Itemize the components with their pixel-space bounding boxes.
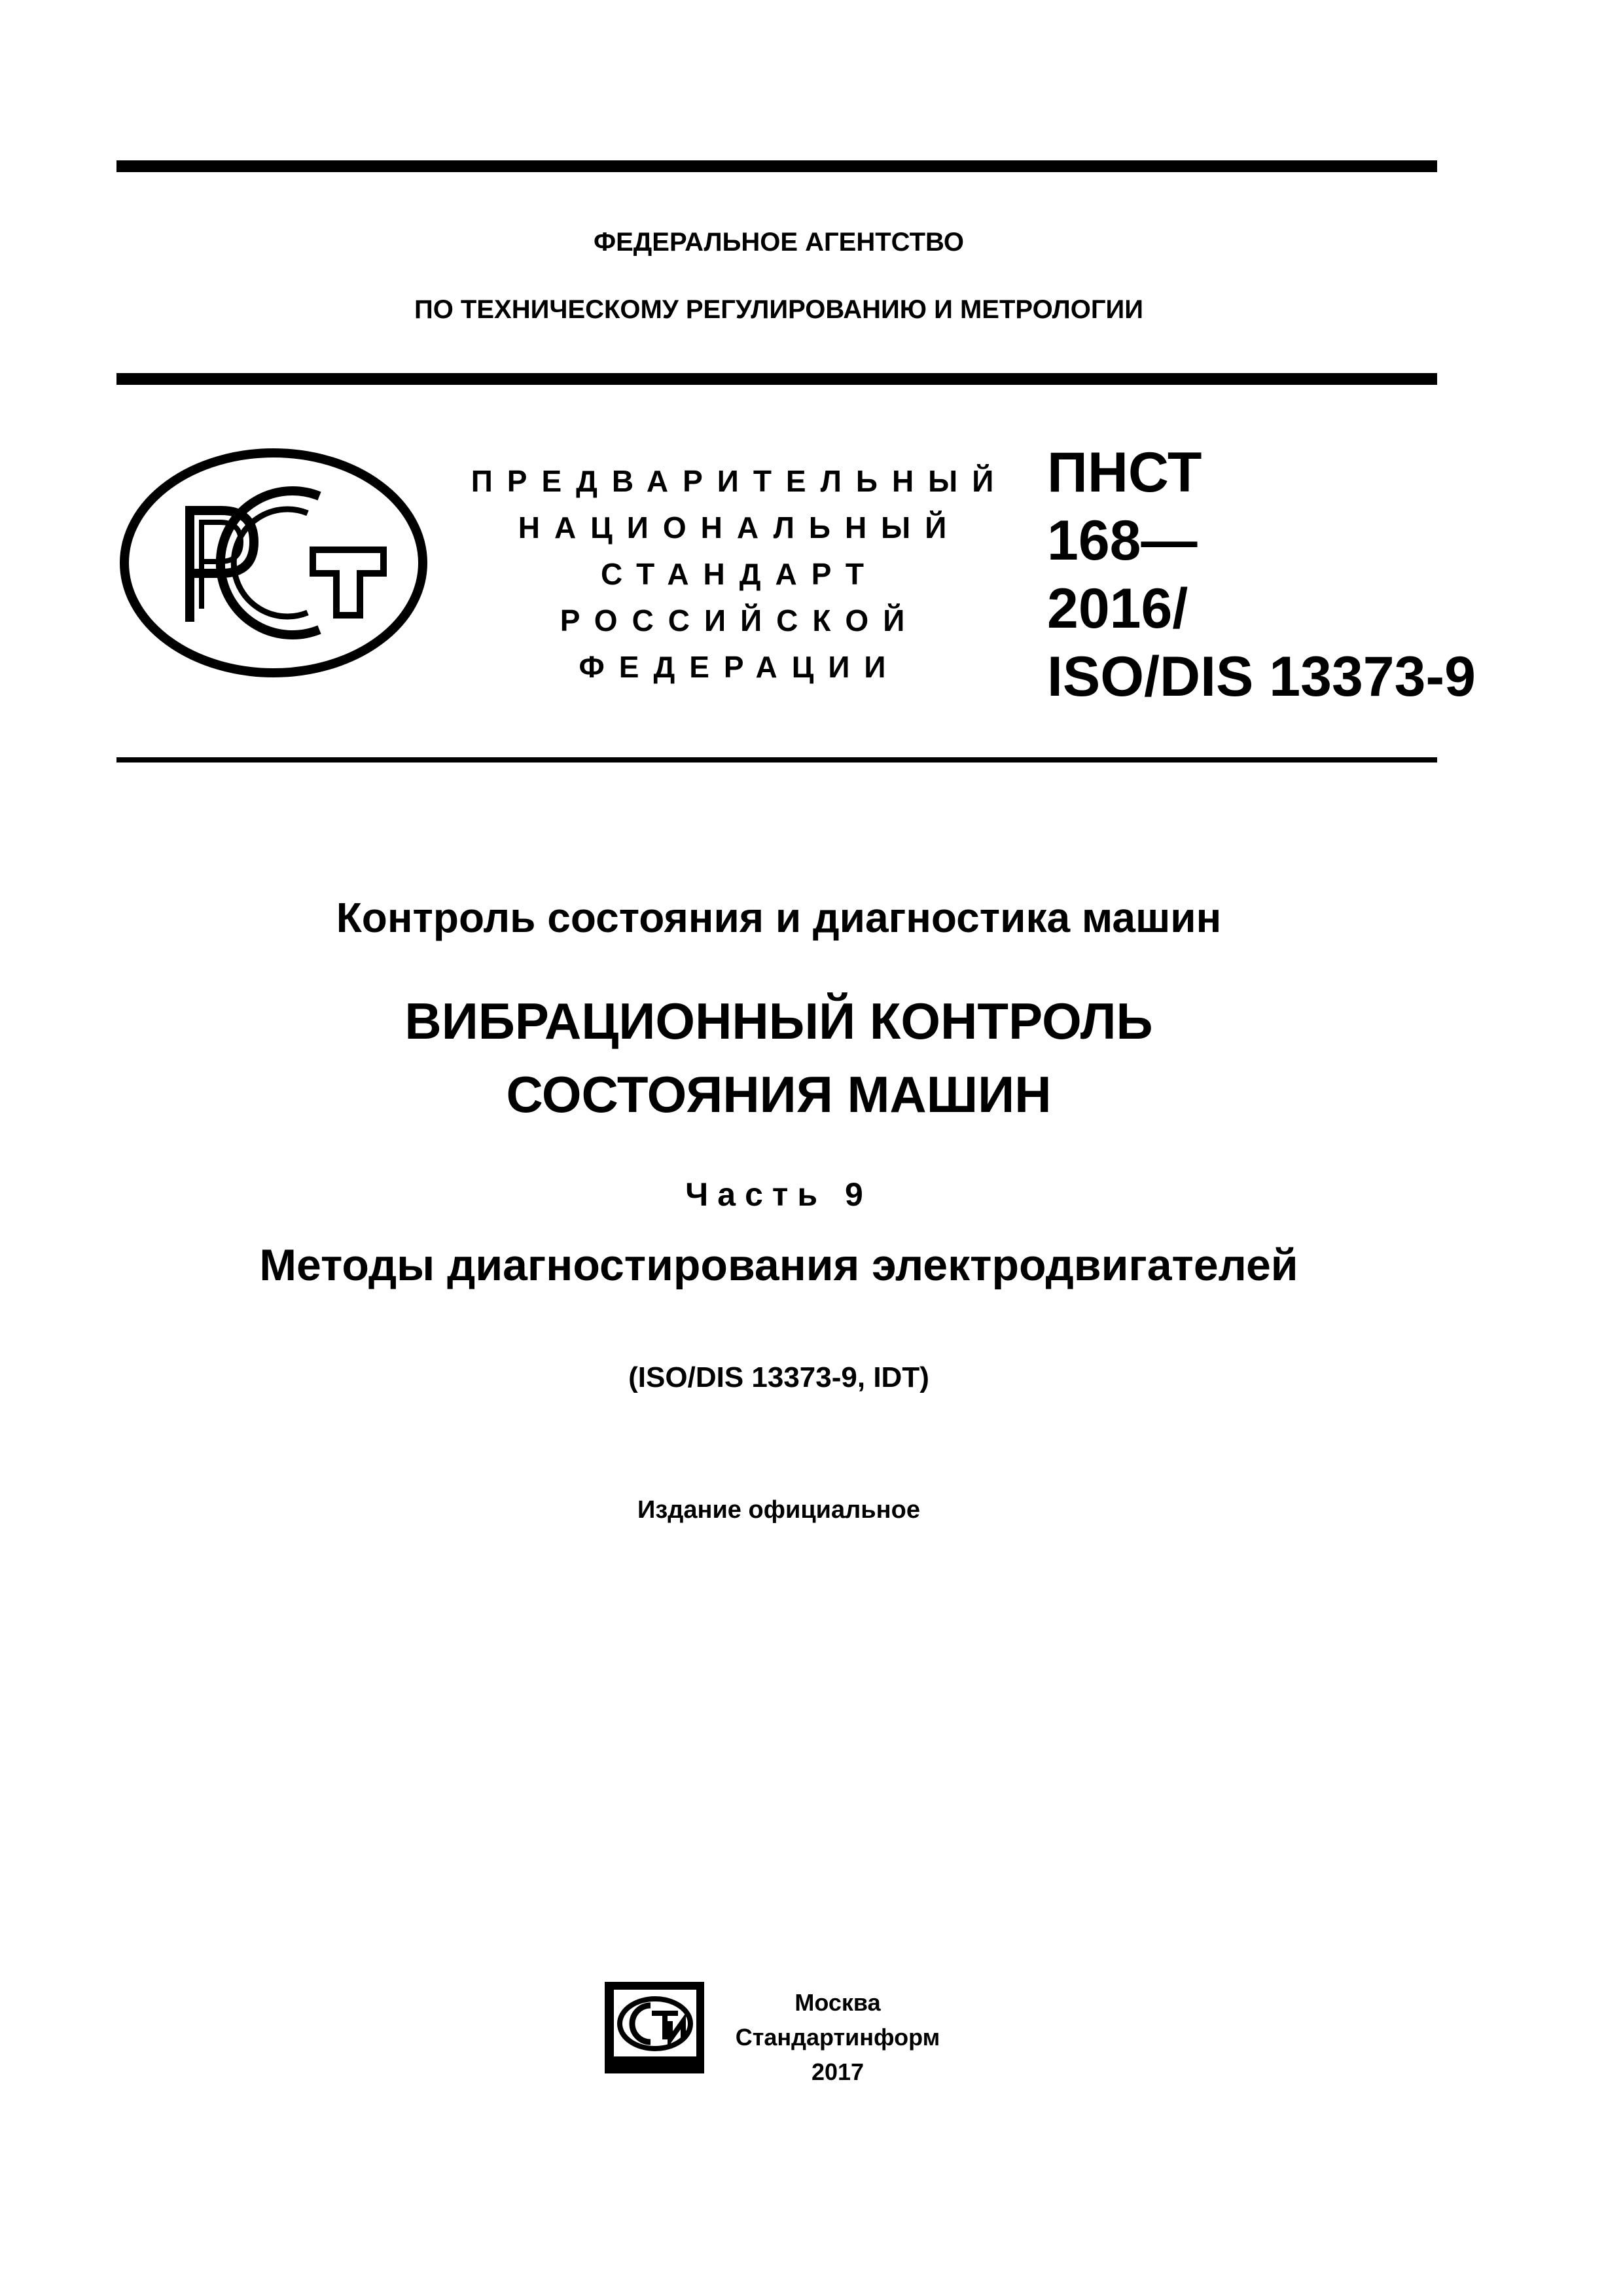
main-title-line-2: СОСТОЯНИЯ МАШИН bbox=[506, 1066, 1052, 1123]
rst-logo-icon bbox=[116, 445, 431, 681]
standard-kind-line: ПРЕДВАРИТЕЛЬНЫЙ bbox=[471, 464, 1008, 498]
subtitle: Методы диагностирования электродвигателей bbox=[259, 1240, 1298, 1290]
series-title: Контроль состояния и диагностика машин bbox=[336, 894, 1222, 941]
publisher-name: Стандартинформ bbox=[735, 2024, 940, 2051]
iso-reference: (ISO/DIS 13373-9, IDT) bbox=[628, 1361, 929, 1393]
agency-line-2: ПО ТЕХНИЧЕСКОМУ РЕГУЛИРОВАНИЮ И МЕТРОЛОГИИ bbox=[414, 295, 1144, 324]
publisher-block bbox=[720, 1985, 955, 2089]
standard-kind-line: СТАНДАРТ bbox=[601, 557, 878, 591]
part-number: Часть 9 bbox=[685, 1176, 872, 1213]
edition-label: Издание официальное bbox=[637, 1496, 920, 1524]
main-title-line-1: ВИБРАЦИОННЫЙ КОНТРОЛЬ bbox=[404, 992, 1153, 1050]
top-rule bbox=[116, 160, 1437, 172]
bottom-rule bbox=[116, 757, 1437, 762]
publisher-year: 2017 bbox=[811, 2058, 865, 2085]
standard-kind bbox=[458, 458, 1021, 691]
standard-kind-line: РОССИЙСКОЙ bbox=[560, 603, 919, 637]
standard-code-line: 2016/ bbox=[1047, 577, 1188, 640]
standard-kind-line: ФЕДЕРАЦИИ bbox=[579, 650, 901, 684]
standard-code-line: ISO/DIS 13373-9 bbox=[1047, 645, 1476, 708]
publisher-city: Москва bbox=[794, 1989, 881, 2016]
middle-rule bbox=[116, 373, 1437, 385]
agency-line-1: ФЕДЕРАЛЬНОЕ АГЕНТСТВО bbox=[593, 228, 965, 257]
sti-logo-icon bbox=[605, 1982, 704, 2073]
standard-code-line: ПНСТ bbox=[1047, 441, 1202, 504]
standard-code bbox=[1047, 439, 1476, 711]
standard-code-line: 168— bbox=[1047, 509, 1198, 572]
standard-kind-line: НАЦИОНАЛЬНЫЙ bbox=[518, 511, 961, 545]
